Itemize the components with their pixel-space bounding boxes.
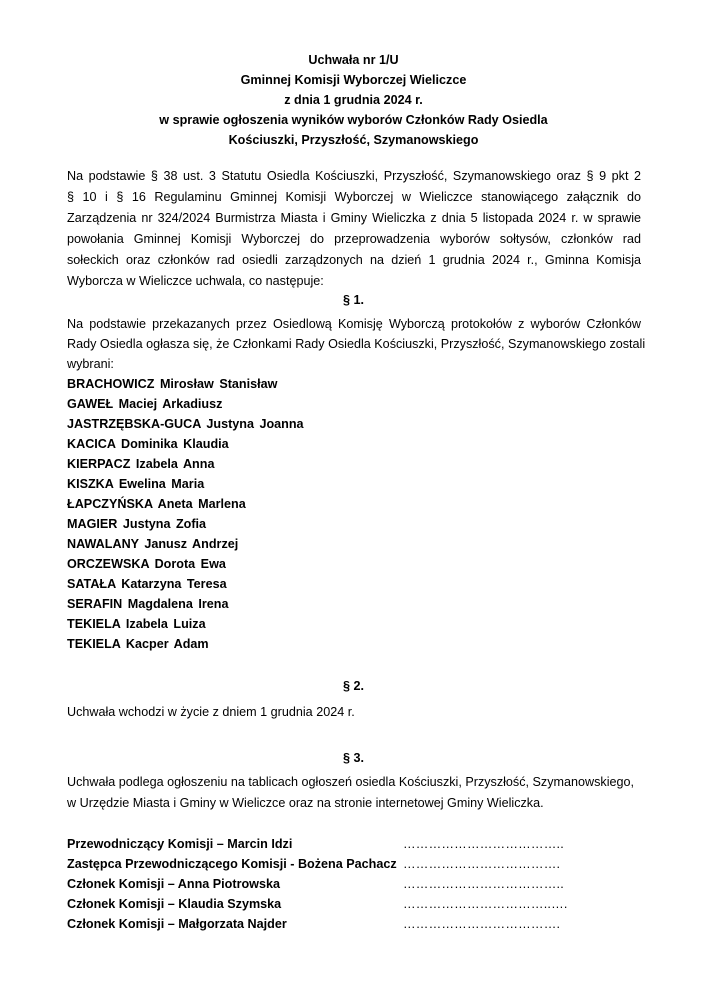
signature-line: ……………………………..….	[403, 897, 568, 911]
member-name: KISZKA Ewelina Maria	[67, 477, 205, 491]
resolution-date: z dnia 1 grudnia 2024 r.	[284, 93, 423, 107]
member-name: SERAFIN Magdalena Irena	[67, 597, 229, 611]
intro-line: Na podstawie § 38 ust. 3 Statutu Osiedla Kościuszki, Przyszłość, Szymanowskiego oraz § 9 pkt 2	[67, 169, 641, 183]
intro-line: sołeckich oraz członków rad osiedli zarządzonych na dzień 1 grudnia 2024 r., Gminna Komisja	[67, 253, 641, 267]
signatory-role: Członek Komisji – Klaudia Szymska	[67, 897, 282, 911]
signatory-role: Członek Komisji – Anna Piotrowska	[67, 877, 280, 891]
section-3-paragraph	[67, 772, 641, 814]
section-1-mark: § 1.	[342, 293, 364, 307]
signature-row	[67, 894, 647, 914]
resolution-header	[60, 50, 647, 150]
member-name: JASTRZĘBSKA-GUCA Justyna Joanna	[67, 417, 304, 431]
signatory-role: Członek Komisji – Małgorzata Najder	[67, 917, 287, 931]
elected-members-list	[67, 374, 304, 654]
intro-line: Zarządzenia nr 324/2024 Burmistrza Miasta i Gminy Wieliczka z dnia 5 listopada 2024 r. w sprawie	[67, 211, 641, 225]
section-3-line: Uchwała podlega ogłoszeniu na tablicach ogłoszeń osiedla Kościuszki, Przyszłość, Szymanowskiego,	[67, 775, 635, 789]
commission-name: Gminnej Komisji Wyborczej Wieliczce	[240, 73, 467, 87]
signature-line: ……………………………….	[403, 857, 561, 871]
section-1-line: wybrani:	[67, 357, 114, 371]
signature-row	[67, 874, 647, 894]
signature-line: ……………………………….	[403, 917, 561, 931]
intro-paragraph	[67, 166, 641, 292]
member-name: BRACHOWICZ Mirosław Stanisław	[67, 377, 278, 391]
resolution-subject-continued: Kościuszki, Przyszłość, Szymanowskiego	[228, 133, 479, 147]
member-name: NAWALANY Janusz Andrzej	[67, 537, 239, 551]
signatory-role: Zastępca Przewodniczącego Komisji - Bożena Pachacz	[67, 857, 397, 871]
member-name: ŁAPCZYŃSKA Aneta Marlena	[67, 497, 246, 511]
intro-line: powołania Gminnej Komisji Wyborczej do przeprowadzenia wyborów sołtysów, członków rad	[67, 232, 641, 246]
section-3-mark: § 3.	[342, 751, 364, 765]
section-1-paragraph	[67, 314, 646, 374]
signature-line: ………………………………..	[403, 877, 564, 891]
member-name: TEKIELA Kacper Adam	[67, 637, 209, 651]
resolution-number: Uchwała nr 1/U	[308, 53, 399, 67]
section-1-line: Rady Osiedla ogłasza się, że Członkami Rady Osiedla Kościuszki, Przyszłość, Szymanowskiego zostali	[67, 337, 646, 351]
member-name: SATAŁA Katarzyna Teresa	[67, 577, 227, 591]
resolution-subject: w sprawie ogłoszenia wyników wyborów Członków Rady Osiedla	[159, 113, 548, 127]
signature-block	[67, 834, 647, 934]
member-name: KIERPACZ Izabela Anna	[67, 457, 215, 471]
member-name: TEKIELA Izabela Luiza	[67, 617, 206, 631]
section-1-line: Na podstawie przekazanych przez Osiedlową Komisję Wyborczą protokołów z wyborów Członków	[67, 317, 641, 331]
member-name: GAWEŁ Maciej Arkadiusz	[67, 397, 223, 411]
member-name: KACICA Dominika Klaudia	[67, 437, 229, 451]
section-2-mark: § 2.	[342, 679, 364, 693]
intro-line: § 10 i § 16 Regulaminu Gminnej Komisji Wyborczej w Wieliczce stanowiącego załącznik do	[67, 190, 641, 204]
member-name: ORCZEWSKA Dorota Ewa	[67, 557, 226, 571]
section-2-text: Uchwała wchodzi w życie z dniem 1 grudnia 2024 r.	[67, 705, 355, 719]
signature-row	[67, 914, 647, 934]
signatory-role: Przewodniczący Komisji – Marcin Idzi	[67, 837, 293, 851]
signature-row	[67, 834, 647, 854]
member-name: MAGIER Justyna Zofia	[67, 517, 207, 531]
intro-line: Wyborcza w Wieliczce uchwala, co następuje:	[67, 274, 324, 288]
signature-row	[67, 854, 647, 874]
section-3-line: w Urzędzie Miasta i Gminy w Wieliczce oraz na stronie internetowej Gminy Wieliczka.	[67, 796, 544, 810]
signature-line: ………………………………..	[403, 837, 564, 851]
